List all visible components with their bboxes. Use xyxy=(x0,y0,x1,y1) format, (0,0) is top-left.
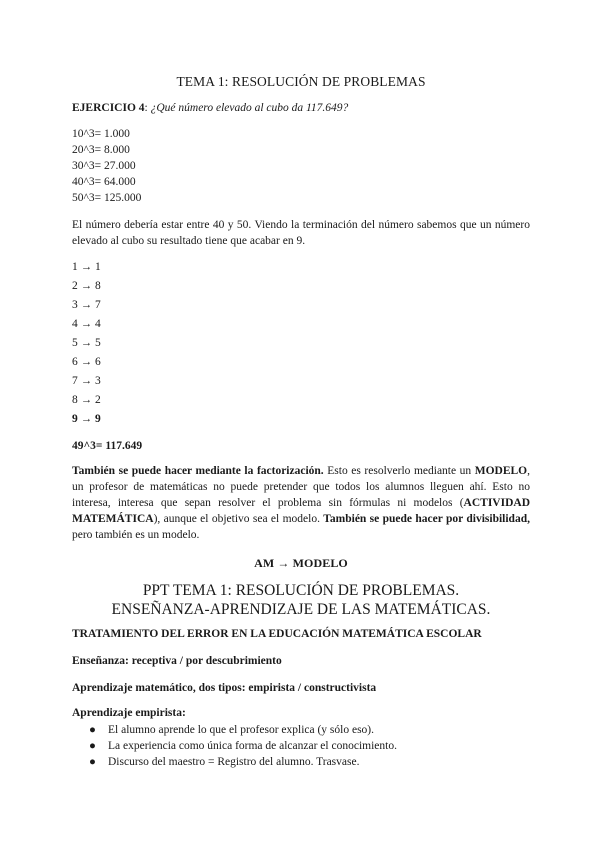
mapping-line: 6 → 6 xyxy=(72,356,101,368)
exercise-line xyxy=(72,101,348,117)
factorization-text-1: Esto es resolverlo mediante un xyxy=(323,465,475,477)
list-item: ● El alumno aprende lo que el profesor explica (y sólo eso). xyxy=(72,723,530,739)
aprendizaje-tipos-line: Aprendizaje matemático, dos tipos: empirista / constructivista xyxy=(72,682,377,694)
empirista-bullet-list xyxy=(72,723,530,771)
section-heading: TRATAMIENTO DEL ERROR EN LA EDUCACIÓN MATEMÁTICA ESCOLAR xyxy=(72,628,482,640)
factorization-paragraph xyxy=(72,463,530,543)
factorization-bold-4: También se puede hacer por divisibilidad, xyxy=(323,513,530,525)
cube-line: 40^3= 64.000 xyxy=(72,176,136,188)
list-item: ● La experiencia como única forma de alcanzar el conocimiento. xyxy=(72,739,530,755)
cube-line: 50^3= 125.000 xyxy=(72,192,142,204)
aprendizaje-empirista-section xyxy=(72,706,530,771)
factorization-text-2: , un profesor de matemáticas no puede pretender que todos los alumnos lleguen ahí. Esto no interesa, interesa que sepan resolver el problema sin fórmulas ni modelos ( xyxy=(72,465,530,509)
cubes-list xyxy=(72,127,141,207)
list-item: ● Discurso del maestro = Registro del alumno. Trasvase. xyxy=(72,755,530,771)
cube-line: 30^3= 27.000 xyxy=(72,160,136,172)
factorization-text-4: pero también es un modelo. xyxy=(72,529,200,541)
result-line: 49^3= 117.649 xyxy=(72,440,143,452)
mapping-line: 8 → 2 xyxy=(72,394,101,406)
factorization-bold-3: ACTIVIDAD MATEMÁTICA xyxy=(72,497,530,525)
digit-mapping-list xyxy=(72,260,101,431)
exercise-question: ¿Qué número elevado al cubo da 117.649? xyxy=(150,102,349,114)
mapping-line: 4 → 4 xyxy=(72,318,101,330)
ensenanza-line: Enseñanza: receptiva / por descubrimiento xyxy=(72,655,282,667)
mapping-line: 3 → 7 xyxy=(72,299,101,311)
reasoning-paragraph: El número debería estar entre 40 y 50. Viendo la terminación del número sabemos que un número elevado al cubo su resultado tiene que acabar en 9. xyxy=(72,219,530,247)
exercise-separator: : xyxy=(144,102,151,114)
exercise-label: EJERCICIO 4 xyxy=(72,102,145,114)
factorization-bold-2: MODELO xyxy=(474,465,528,477)
am-modelo-line: AM → MODELO xyxy=(254,556,348,570)
mapping-line-highlight: 9 → 9 xyxy=(72,413,101,425)
factorization-bold-1: También se puede hacer mediante la factorización. xyxy=(72,465,324,477)
mapping-line: 5 → 5 xyxy=(72,337,101,349)
mapping-line: 7 → 3 xyxy=(72,375,101,387)
mapping-line: 2 → 8 xyxy=(72,280,101,292)
ppt-title-line-1: PPT TEMA 1: RESOLUCIÓN DE PROBLEMAS. xyxy=(142,582,460,599)
bullet-icon: ● xyxy=(89,740,96,752)
cube-line: 10^3= 1.000 xyxy=(72,128,130,140)
aprendizaje-empirista-heading: Aprendizaje empirista: xyxy=(72,707,186,719)
factorization-text-3: ), aunque el objetivo sea el modelo. xyxy=(153,513,324,525)
mapping-line: 1 → 1 xyxy=(72,261,101,273)
bullet-icon: ● xyxy=(89,756,96,768)
cube-line: 20^3= 8.000 xyxy=(72,144,130,156)
ppt-title xyxy=(72,581,530,619)
ppt-title-line-2: ENSEÑANZA-APRENDIZAJE DE LAS MATEMÁTICAS. xyxy=(111,601,491,618)
bullet-icon: ● xyxy=(89,724,96,736)
document-title: TEMA 1: RESOLUCIÓN DE PROBLEMAS xyxy=(176,74,426,89)
